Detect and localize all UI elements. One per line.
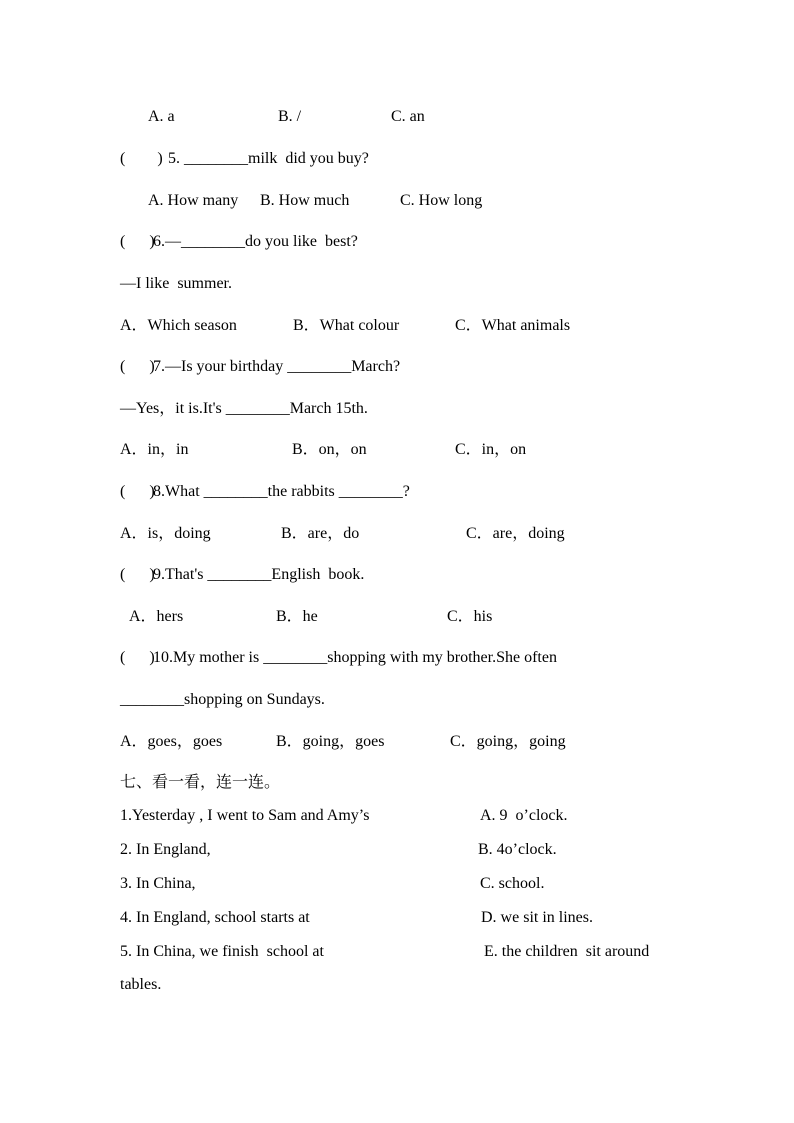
q6-option-b: B．What colour xyxy=(293,317,400,334)
q7-option-c: C．in，on xyxy=(455,441,527,458)
match-left-5: 5. In China, we finish school at xyxy=(120,943,324,960)
q5-option-a: A. How many xyxy=(148,192,239,209)
match-left-1: 1.Yesterday , I went to Sam and Amy’s xyxy=(120,807,370,824)
match-continuation: tables. xyxy=(120,976,162,993)
q6-stem: 6.—________do you like best? xyxy=(153,233,358,250)
q7-answer-line: —Yes，it is.It's ________March 15th. xyxy=(120,400,368,417)
q8-stem: 8.What ________the rabbits ________? xyxy=(153,483,410,500)
q4-option-a: A. a xyxy=(148,108,175,125)
match-right-b: B. 4o’clock. xyxy=(478,841,557,858)
q7-answer-paren: ( ) xyxy=(120,358,155,375)
match-right-d: D. we sit in lines. xyxy=(481,909,593,926)
q7-option-a: A．in，in xyxy=(120,441,189,458)
q8-option-b: B．are，do xyxy=(281,525,360,542)
q5-option-c: C. How long xyxy=(400,192,483,209)
q8-answer-paren: ( ) xyxy=(120,483,155,500)
q10-option-c: C．going，going xyxy=(450,733,566,750)
q4-option-c: C. an xyxy=(391,108,425,125)
q5-option-b: B. How much xyxy=(260,192,350,209)
q5-stem: 5. ________milk did you buy? xyxy=(168,150,369,167)
q10-answer-paren: ( ) xyxy=(120,649,155,666)
q10-option-b: B．going，goes xyxy=(276,733,385,750)
match-right-e: E. the children sit around xyxy=(484,943,650,960)
match-right-c: C. school. xyxy=(480,875,545,892)
match-left-3: 3. In China, xyxy=(120,875,196,892)
q6-option-a: A．Which season xyxy=(120,317,237,334)
q9-option-b: B．he xyxy=(276,608,318,625)
q6-option-c: C．What animals xyxy=(455,317,571,334)
match-right-a: A. 9 o’clock. xyxy=(480,807,568,824)
q10-stem-continued: ________shopping on Sundays. xyxy=(120,691,325,708)
q7-option-b: B．on，on xyxy=(292,441,367,458)
section-7-title: 七、看一看，连一连。 xyxy=(120,772,281,791)
q7-stem: 7.—Is your birthday ________March? xyxy=(153,358,401,375)
q8-option-a: A．is，doing xyxy=(120,525,211,542)
q10-stem: 10.My mother is ________shopping with my brother.She often xyxy=(153,649,557,666)
match-left-4: 4. In England, school starts at xyxy=(120,909,310,926)
q5-answer-paren: ( ) xyxy=(120,150,163,167)
q9-stem: 9.That's ________English book. xyxy=(153,566,365,583)
q6-answer-line: —I like summer. xyxy=(120,275,232,292)
q9-answer-paren: ( ) xyxy=(120,566,155,583)
match-left-2: 2. In England, xyxy=(120,841,211,858)
q10-option-a: A．goes，goes xyxy=(120,733,223,750)
q9-option-a: A．hers xyxy=(129,608,184,625)
q4-option-b: B. / xyxy=(278,108,302,125)
q9-option-c: C．his xyxy=(447,608,493,625)
q6-answer-paren: ( ) xyxy=(120,233,155,250)
q8-option-c: C．are，doing xyxy=(466,525,565,542)
